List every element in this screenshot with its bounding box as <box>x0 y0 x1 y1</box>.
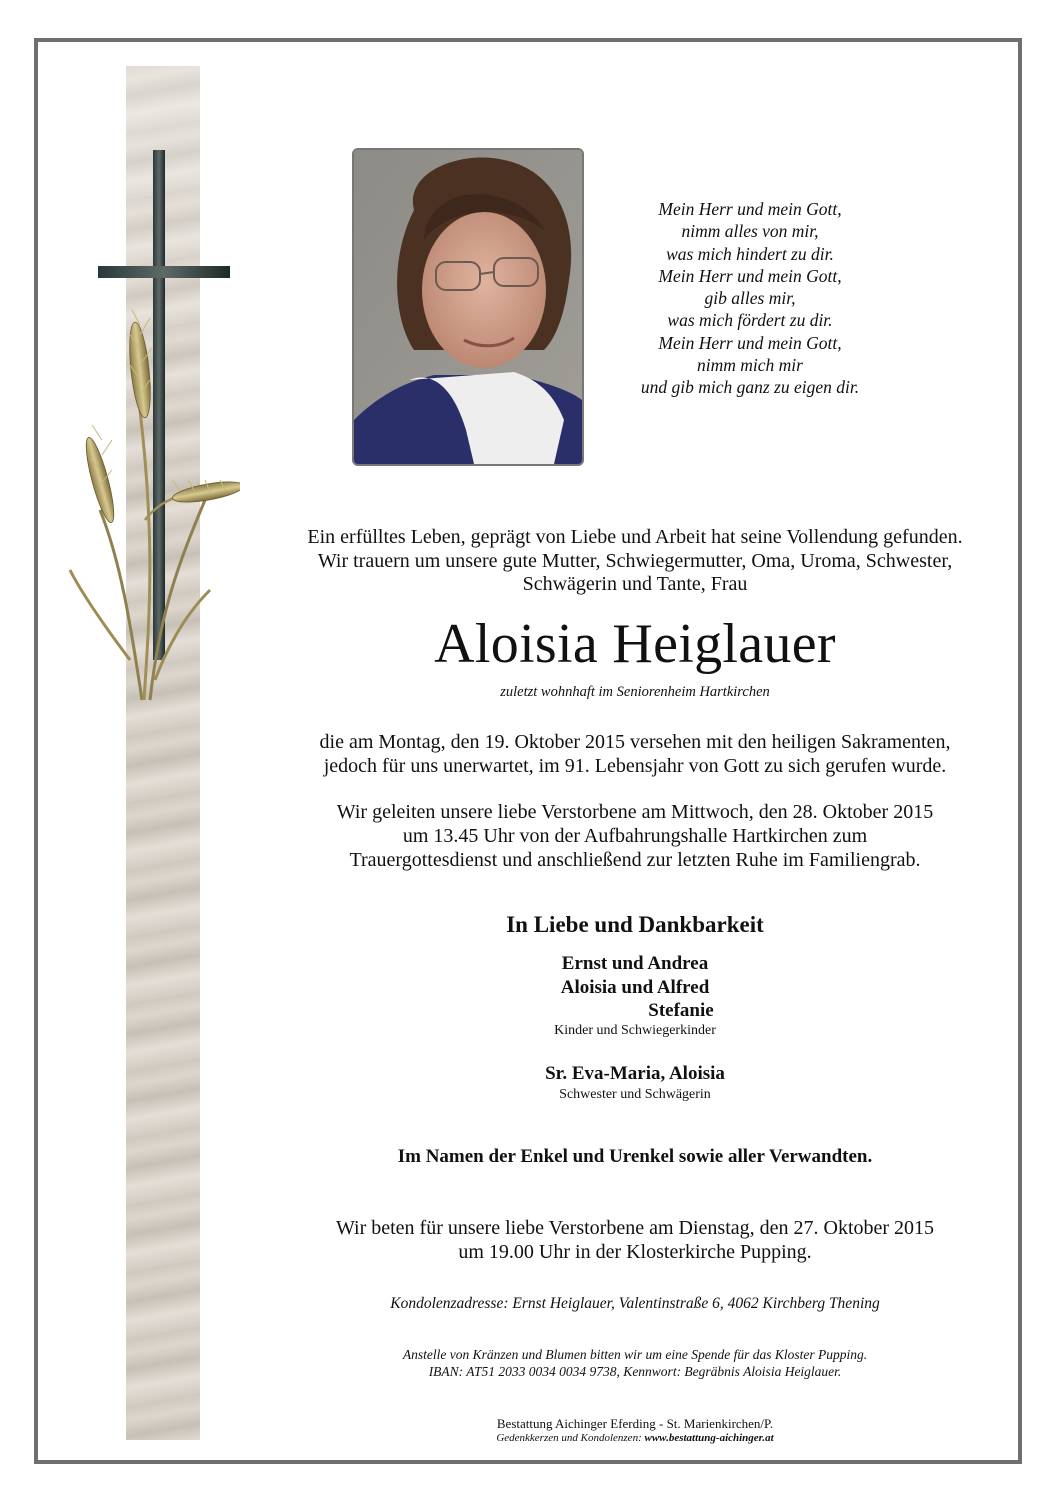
mourners-group1 <box>220 952 1050 1023</box>
intro-line: Ein erfülltes Leben, geprägt von Liebe und Arbeit hat seine Vollendung gefunden. <box>307 526 963 548</box>
prayer-line: um 19.00 Uhr in der Klosterkirche Pupping. <box>458 1241 812 1263</box>
undertaker: Bestattung Aichinger Eferding - St. Marienkirchen/P. <box>496 1416 774 1431</box>
mourner-name: Aloisia und Alfred <box>560 976 710 998</box>
poem-line: gib alles mir, <box>704 288 796 309</box>
poem-line: was mich hindert zu dir. <box>666 243 834 264</box>
relatives-line: Im Namen der Enkel und Urenkel sowie aller Verwandten. <box>397 1146 873 1167</box>
poem-line: nimm mich mir <box>697 355 803 376</box>
death-line: jedoch für uns unerwartet, im 91. Lebensjahr von Gott zu sich gerufen wurde. <box>323 755 947 777</box>
poem-line: Mein Herr und mein Gott, <box>658 199 842 219</box>
intro-text <box>220 526 1050 597</box>
candles-label: Gedenkkerzen und Kondolenzen: <box>496 1432 642 1444</box>
deceased-name: Aloisia Heiglauer <box>434 613 836 675</box>
mourner-name: Stefanie <box>648 1000 714 1021</box>
portrait-photo <box>352 148 584 466</box>
poem-line: und gib mich ganz zu eigen dir. <box>640 377 860 398</box>
mourners-group2-role: Schwester und Schwägerin <box>559 1087 711 1102</box>
donation-notice <box>220 1346 1050 1380</box>
prayer-notice <box>220 1216 1050 1264</box>
funeral-notice <box>220 800 1050 872</box>
mourners-group1-role: Kinder und Schwiegerkinder <box>554 1023 716 1038</box>
poem-line: nimm alles von mir, <box>681 221 819 242</box>
intro-line: Schwägerin und Tante, Frau <box>522 573 748 595</box>
condolence-address: Kondolenzadresse: Ernst Heiglauer, Valentinstraße 6, 4062 Kirchberg Thening <box>390 1295 880 1312</box>
death-line: die am Montag, den 19. Oktober 2015 versehen mit den heiligen Sakramenten, <box>319 731 951 753</box>
website-link[interactable]: www.bestattung-aichinger.at <box>644 1432 774 1444</box>
intro-line: Wir trauern um unsere gute Mutter, Schwiegermutter, Oma, Uroma, Schwester, <box>317 549 953 572</box>
prayer-line: Wir beten für unsere liebe Verstorbene am Dienstag, den 27. Oktober 2015 <box>335 1217 935 1239</box>
poem <box>600 198 900 399</box>
death-notice <box>220 730 1050 778</box>
funeral-line: um 13.45 Uhr von der Aufbahrungshalle Hartkirchen zum <box>402 825 868 847</box>
mourners-heading: In Liebe und Dankbarkeit <box>506 912 764 937</box>
funeral-line: Trauergottesdienst und anschließend zur letzten Ruhe im Familiengrab. <box>349 849 921 871</box>
candles-line <box>220 1432 1050 1444</box>
funeral-line: Wir geleiten unsere liebe Verstorbene am Mittwoch, den 28. Oktober 2015 <box>336 801 934 823</box>
poem-line: was mich fördert zu dir. <box>667 310 833 331</box>
donation-line: IBAN: AT51 2033 0034 0034 9738, Kennwort: Begräbnis Aloisia Heiglauer. <box>428 1364 842 1379</box>
deceased-residence: zuletzt wohnhaft im Seniorenheim Hartkirchen <box>500 684 770 700</box>
donation-line: Anstelle von Kränzen und Blumen bitten wir um eine Spende für das Kloster Pupping. <box>402 1347 868 1362</box>
mourners-group2: Sr. Eva-Maria, Aloisia <box>545 1063 725 1084</box>
poem-line: Mein Herr und mein Gott, <box>658 332 842 353</box>
poem-line: Mein Herr und mein Gott, <box>658 265 842 286</box>
mourner-name: Ernst und Andrea <box>561 953 709 974</box>
cross-wheat-icon <box>60 140 240 740</box>
